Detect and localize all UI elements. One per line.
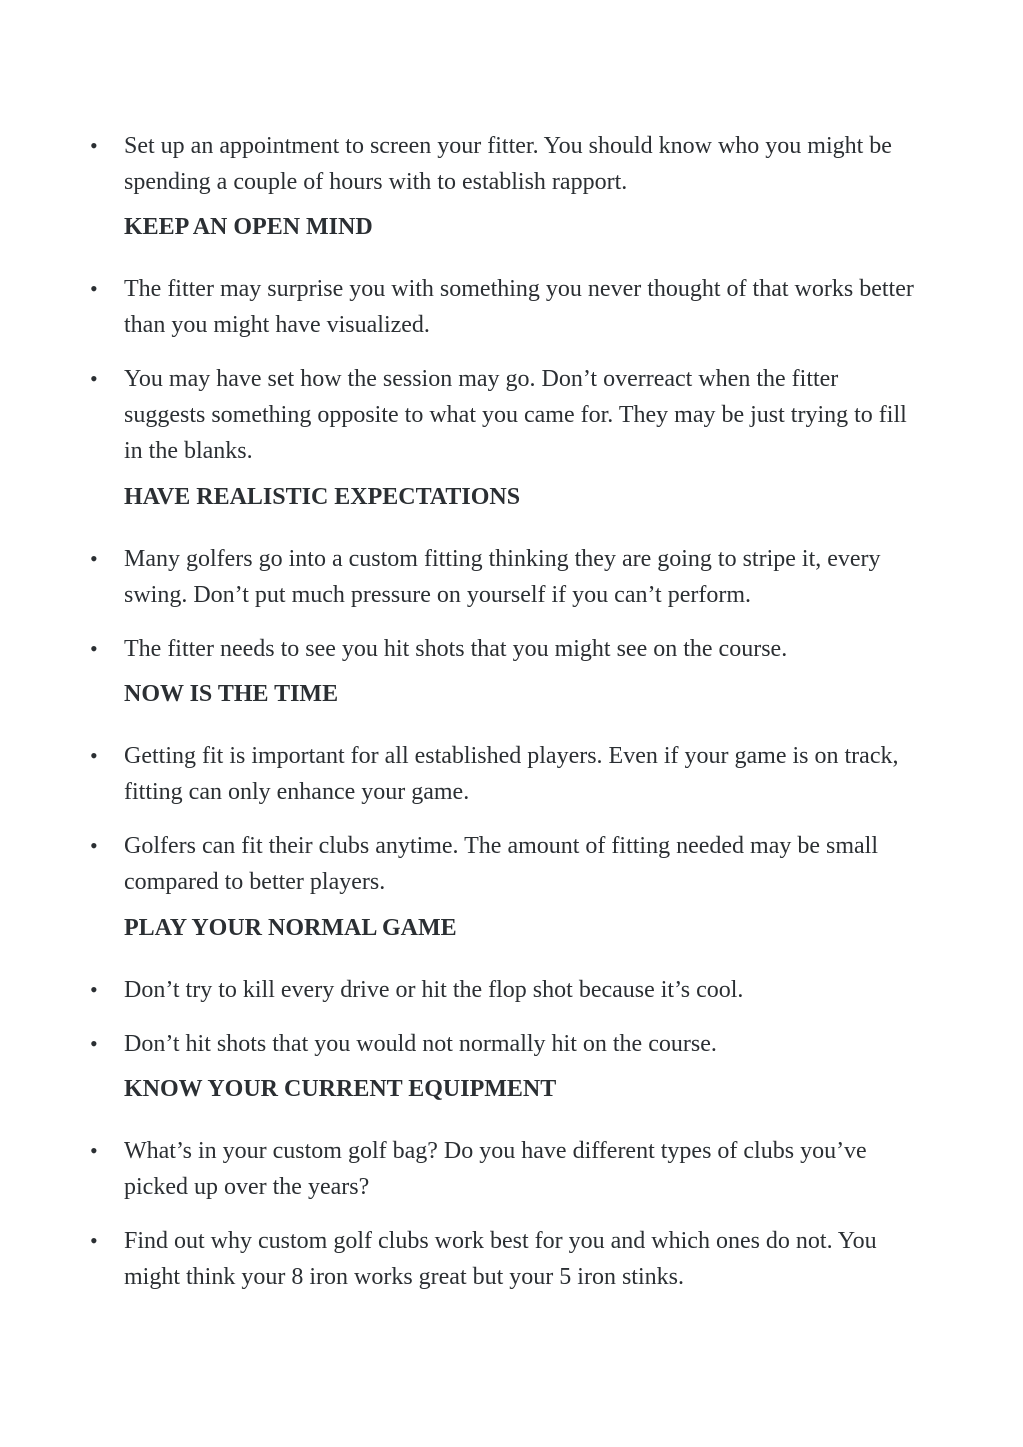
bullet-item: [90, 1133, 914, 1205]
bullet-text: Set up an appointment to screen your fitter. You should know who you might be spending a couple of hours with to establish rapport.: [124, 133, 892, 195]
bullet-text: The fitter may surprise you with something you never thought of that works better than you might have visualized.: [124, 276, 914, 338]
section-heading: KEEP AN OPEN MIND: [124, 214, 373, 240]
bullet-item: [90, 1223, 914, 1295]
section-heading: KNOW YOUR CURRENT EQUIPMENT: [124, 1076, 557, 1102]
bullet-marker: •: [90, 276, 98, 301]
bullet-text: Find out why custom golf clubs work best for you and which ones do not. You might think your 8 iron works great but your 5 iron stinks.: [124, 1228, 877, 1290]
bullet-text: Many golfers go into a custom fitting thinking they are going to stripe it, every swing. Don’t put much pressure on yourself if you can’t perform.: [124, 546, 881, 608]
bullet-text: Golfers can fit their clubs anytime. The amount of fitting needed may be small compared to better players.: [124, 833, 879, 895]
bullet-marker: •: [90, 977, 98, 1002]
bullet-item: [90, 361, 914, 469]
bullet-marker: •: [90, 1228, 98, 1253]
bullet-item: [90, 1026, 914, 1062]
bullet-marker: •: [90, 133, 98, 158]
section-heading: NOW IS THE TIME: [124, 681, 339, 707]
bullet-item: [90, 541, 914, 613]
section-heading: PLAY YOUR NORMAL GAME: [124, 915, 457, 941]
bullet-item: [90, 972, 914, 1008]
bullet-marker: •: [90, 1138, 98, 1163]
bullet-marker: •: [90, 833, 98, 858]
bullet-marker: •: [90, 546, 98, 571]
bullet-item: [90, 738, 914, 810]
bullet-text: Getting fit is important for all established players. Even if your game is on track, fitting can only enhance your game.: [124, 743, 899, 805]
section-heading: HAVE REALISTIC EXPECTATIONS: [124, 484, 521, 510]
bullet-text: Don’t hit shots that you would not normally hit on the course.: [124, 1031, 717, 1057]
bullet-text: The fitter needs to see you hit shots that you might see on the course.: [124, 636, 788, 662]
bullet-marker: •: [90, 1031, 98, 1056]
bullet-text: Don’t try to kill every drive or hit the flop shot because it’s cool.: [124, 977, 744, 1003]
bullet-marker: •: [90, 636, 98, 661]
bullet-text: You may have set how the session may go. Don’t overreact when the fitter suggests something opposite to what you came for. They may be just trying to fill in the blanks.: [124, 366, 907, 464]
bullet-item: [90, 271, 914, 343]
bullet-marker: •: [90, 743, 98, 768]
bullet-text: What’s in your custom golf bag? Do you have different types of clubs you’ve picked up over the years?: [124, 1138, 867, 1200]
bullet-marker: •: [90, 366, 98, 391]
bullet-item: [90, 128, 914, 200]
bullet-item: [90, 631, 914, 667]
bullet-item: [90, 828, 914, 900]
